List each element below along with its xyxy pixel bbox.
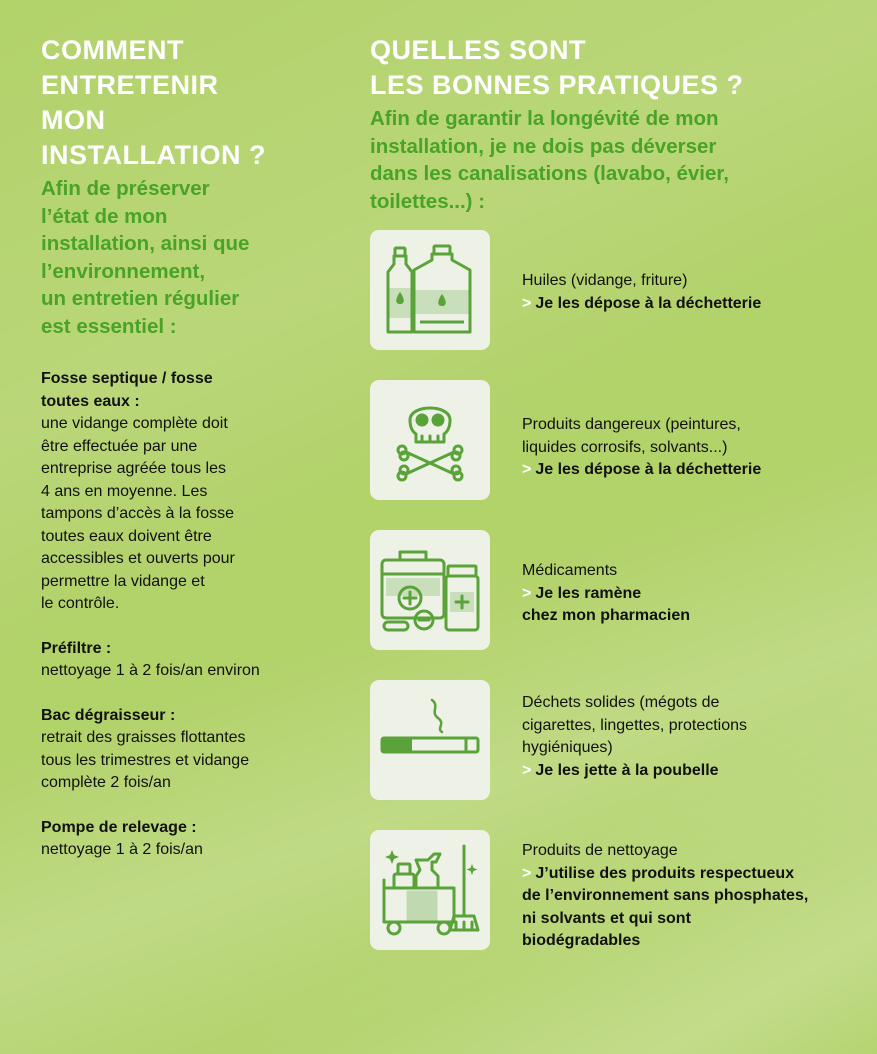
icon-tile — [370, 530, 490, 650]
arrow-bullet: > — [522, 461, 532, 478]
left-intro-line: l’environnement, — [41, 259, 206, 283]
practice-action-text: ni solvants et qui sont — [522, 909, 691, 927]
right-column-header — [370, 33, 850, 215]
section-body-line: toutes eaux doivent être — [41, 527, 212, 545]
practice-item-text — [522, 270, 852, 315]
practice-desc: Huiles (vidange, friture) — [522, 272, 688, 289]
left-heading — [41, 33, 331, 173]
practice-action — [522, 863, 852, 886]
cleaning-products-icon — [370, 830, 490, 950]
section-pompe-relevage — [41, 817, 331, 862]
practice-desc: cigarettes, lingettes, protections — [522, 716, 748, 734]
arrow-bullet: > — [522, 864, 532, 882]
section-body-line: retrait des graisses flottantes — [41, 729, 246, 746]
left-heading-line: ENTRETENIR — [41, 70, 219, 100]
section-prefiltre — [41, 638, 331, 683]
left-intro-line: installation, ainsi que — [41, 232, 250, 255]
section-bac-degraisseur — [41, 705, 331, 795]
practice-action — [522, 459, 852, 482]
left-column — [41, 33, 331, 862]
section-body-line: tampons d’accès à la fosse — [41, 505, 234, 522]
right-heading — [370, 33, 850, 103]
icon-tile — [370, 380, 490, 500]
practice-item-oils — [370, 230, 850, 350]
section-title: Bac dégraisseur : — [41, 706, 176, 724]
section-body-line: le contrôle. — [41, 595, 120, 612]
section-title: Pompe de relevage : — [41, 818, 197, 836]
section-body-line: 4 ans en moyenne. Les — [41, 482, 208, 500]
section-fosse-septique — [41, 368, 331, 616]
right-intro-line: toilettes...) : — [370, 189, 486, 213]
section-title: toutes eaux : — [41, 392, 140, 410]
practice-action — [522, 583, 852, 606]
left-intro-line: est essentiel : — [41, 314, 177, 338]
practice-desc: Produits de nettoyage — [522, 842, 678, 859]
icon-tile — [370, 830, 490, 950]
left-intro-line: l’état de mon — [41, 204, 168, 228]
left-heading-line: MON — [41, 105, 106, 135]
practice-action-text: Je les dépose à la déchetterie — [535, 294, 762, 312]
practice-item-text — [522, 840, 852, 953]
practice-desc: Déchets solides (mégots de — [522, 694, 720, 711]
practice-item-text — [522, 560, 852, 628]
section-body — [41, 839, 331, 862]
section-title: Fosse septique / fosse — [41, 370, 213, 387]
practice-desc: hygiéniques) — [522, 739, 613, 756]
section-title: Préfiltre : — [41, 639, 112, 657]
oil-bottles-icon — [370, 230, 490, 350]
practice-action — [522, 760, 852, 783]
practice-desc: Médicaments — [522, 562, 618, 579]
right-intro-line: Afin de garantir la longévité de mon — [370, 107, 719, 130]
practice-action-text: Je les jette à la poubelle — [535, 761, 719, 779]
right-heading-line: LES BONNES PRATIQUES ? — [370, 70, 744, 100]
practice-desc: liquides corrosifs, solvants...) — [522, 438, 728, 456]
left-intro-line: Afin de préserver — [41, 177, 210, 200]
practice-item-medicine — [370, 530, 850, 650]
right-intro-line: installation, je ne dois pas déverser — [370, 134, 717, 158]
section-body-line: accessibles et ouverts pour — [41, 550, 235, 567]
practice-action-text: chez mon pharmacien — [522, 607, 691, 624]
practice-action — [522, 293, 852, 316]
left-heading-line: INSTALLATION ? — [41, 140, 266, 170]
icon-tile — [370, 230, 490, 350]
arrow-bullet: > — [522, 584, 532, 602]
arrow-bullet: > — [522, 761, 532, 779]
practice-item-text — [522, 414, 852, 482]
section-body — [41, 413, 331, 616]
right-heading-line: QUELLES SONT — [370, 35, 587, 65]
section-body-line: tous les trimestres et vidange — [41, 751, 250, 769]
section-body-line: complète 2 fois/an — [41, 774, 171, 791]
practice-action-text: J’utilise des produits respectueux — [535, 864, 795, 882]
section-body-line: entreprise agréée tous les — [41, 460, 226, 477]
section-body-line: une vidange complète doit — [41, 415, 228, 432]
medicine-kit-icon — [370, 530, 490, 650]
section-body-line: permettre la vidange et — [41, 572, 205, 590]
cigarette-icon — [370, 680, 490, 800]
practice-item-solid-waste — [370, 680, 850, 800]
skull-crossbones-icon — [370, 380, 490, 500]
practice-item-text — [522, 692, 852, 782]
section-body-line: nettoyage 1 à 2 fois/an environ — [41, 662, 260, 679]
practice-item-cleaning — [370, 830, 850, 950]
section-body-line: être effectuée par une — [41, 437, 198, 455]
left-heading-line: COMMENT — [41, 35, 184, 65]
left-intro — [41, 175, 331, 340]
right-intro-line: dans les canalisations (lavabo, évier, — [370, 162, 729, 185]
icon-tile — [370, 680, 490, 800]
arrow-bullet: > — [522, 294, 532, 312]
practice-action-text: Je les dépose à la déchetterie — [535, 461, 762, 478]
right-intro — [370, 105, 850, 215]
practice-action-text: de l’environnement sans phosphates, — [522, 887, 809, 904]
practice-item-dangerous — [370, 380, 850, 500]
section-body — [41, 727, 331, 795]
section-body — [41, 660, 331, 683]
section-body-line: nettoyage 1 à 2 fois/an — [41, 841, 203, 858]
practice-action-text: biodégradables — [522, 932, 641, 949]
practice-action-text: Je les ramène — [535, 584, 642, 602]
left-intro-line: un entretien régulier — [41, 287, 240, 310]
practice-desc: Produits dangereux (peintures, — [522, 416, 741, 433]
